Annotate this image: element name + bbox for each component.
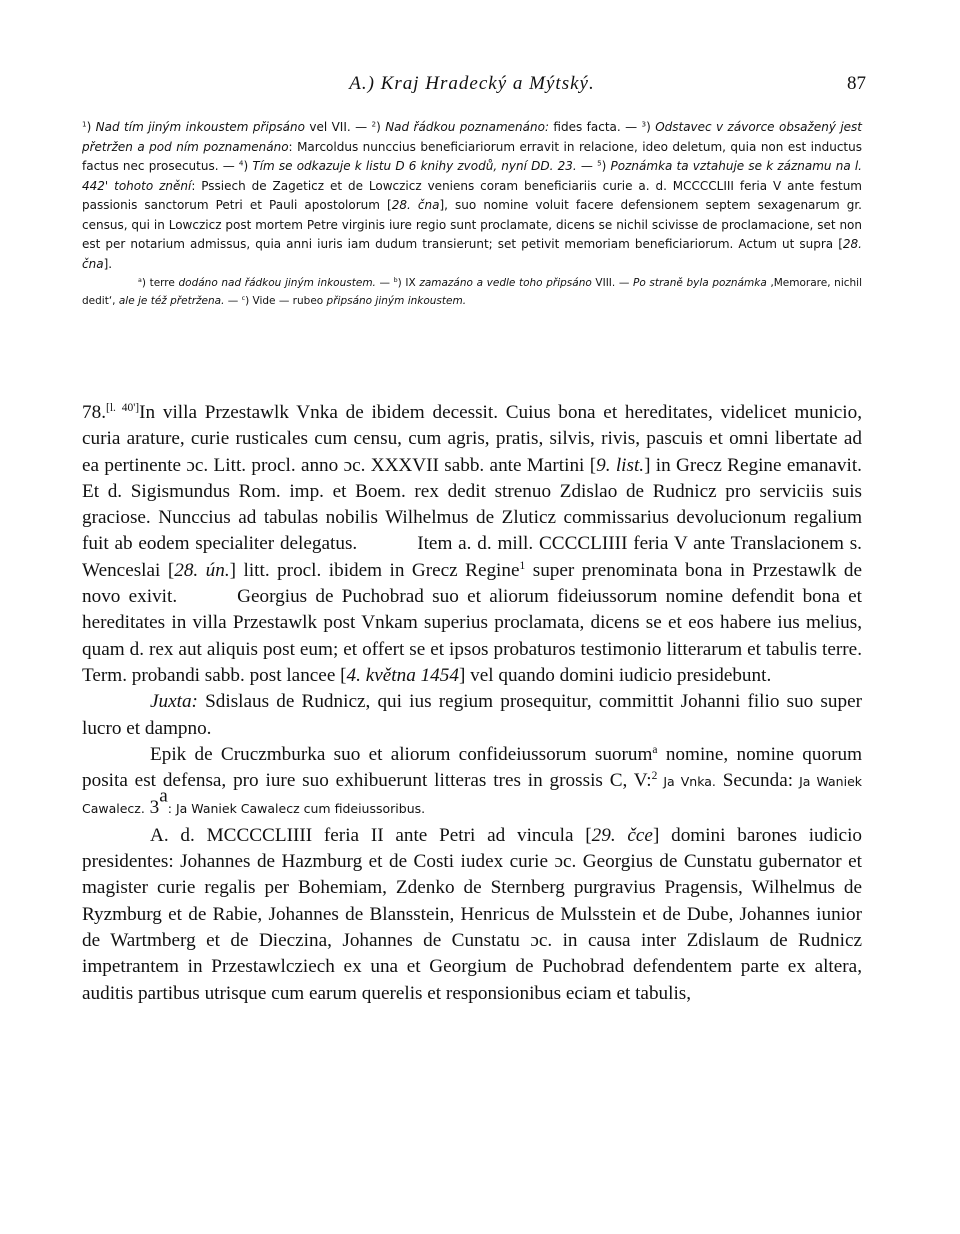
- footnote-date: 28. čna: [82, 237, 862, 271]
- text-run: Ja Waniek Cawalecz.: [82, 774, 862, 817]
- footnote-letters: [82, 274, 862, 310]
- text-run: ] litt. procl. ibidem in Grecz Regine: [229, 559, 520, 581]
- footnote-italic: Nad tím jiným inkoustem připsáno: [95, 120, 305, 134]
- footnote-italic: Tím se odkazuje k listu D 6 knihy zvodů, nyní DD. 23.: [252, 159, 577, 173]
- text-run: Ja Vnka.: [657, 774, 716, 790]
- date-note: 29. čce: [591, 824, 653, 846]
- text-run: ] in Grecz Regine emanavit. Et d. Sigismundus Rom. imp. et Boem. rex dedit strenuo Zdislao de Rudnicz pro serviciis suis graciose. Nunccius ad tabulas nobilis Wilhelmus de Zluticz commissarius devolucionum regalium fuit ab eodem specialiter delegatus.: [82, 454, 862, 555]
- footnote-italic: Poznámka ta vztahuje se k záznamu na l. 442' tohoto znění: [82, 159, 863, 193]
- footnote-text-run: ) Vide — rubeo: [245, 295, 327, 307]
- text-run: : Ja Waniek Cawalecz cum fideiussoribus.: [167, 801, 426, 817]
- epik-paragraph: [82, 742, 862, 823]
- text-run: Sdislaus de Rudnicz, qui ius regium prosequitur, committit Johanni filio suo super lucro et dampno.: [82, 691, 862, 739]
- footnote-text-run: —: [224, 295, 242, 307]
- footnote-text-run: vel VII. —: [304, 120, 372, 134]
- footnote-text-run: : Marcoldus nunccius beneficiariorum erravit in relacione, ideo deletum, quia non est inductus factus nec prosecutus. —: [82, 139, 862, 173]
- header-title: A.) Kraj Hradecký a Mýtský.: [349, 73, 595, 94]
- footnote-date: 28. čna: [391, 198, 440, 212]
- footnote-letter: a: [138, 277, 142, 285]
- footnote-text-run: ].: [103, 256, 113, 271]
- text-run: 3: [144, 797, 160, 819]
- footnote-ref: a: [159, 785, 168, 807]
- footnote-mark: 5: [597, 158, 602, 168]
- page-number: 87: [847, 73, 866, 94]
- footnote-text: $^1$) Nad tím jiným inkoustem připsáno vel VII. — $^2$) Nad řádkou poznamenáno: fides facta. — $^3$) Odstavec v závorce obsažený jest přetržen a pod ním poznamenáno: Marcoldus nunccius beneficiariorum erravit in relacione, ideo deletum, quia non est inductus factus nec prosecutus. — $^4$) Tím se odkazuje k listu D 6 knihy zvodů, nyní DD. 23. — $^5$) Poznámka ta vztahuje se k záznamu na l. 442' tohoto znění: Pssiech de Zageticz et de Lowczicz veniens coram beneficiariis curie a. d. MCCCCLIII feria V ante festum passionis sanctorum Petri et Pauli apostolorum [28. čna], suo nomine voluit facere defensionem septem sexagenarum gr. census, qui in Lowczicz post mortem Petre virginis iure regio sunt proclamate, dicens se nichil scivisse de proclamacione, set non est per notarium admissus, quia anni iuris iam dudum transierunt; set petivit memoriam beneficiariorum. Actum ut supra [28. čna].: [82, 119, 863, 271]
- footnote-text-run: ‚Memorare, nichil dedit‘,: [82, 277, 863, 307]
- text-run: nomine, nomine quorum posita est defensa, pro iure suo exhibuerunt litteras tres in grossis C, V:: [82, 743, 862, 792]
- text-run: Secunda:: [715, 770, 794, 792]
- entry-paragraph: [82, 400, 862, 689]
- footnote-italic: ale je též přetržena.: [118, 295, 225, 307]
- footnote-ref: 2: [651, 770, 658, 783]
- text-run: A. d. MCCCCLIIII feria II ante Petri ad vincula [: [150, 824, 592, 846]
- main-text: [82, 400, 862, 1007]
- footnote-text-run: —: [375, 277, 394, 289]
- footnote-italic: Po straně byla poznámka: [633, 277, 767, 289]
- footnote-italic: Nad řádkou poznamenáno:: [385, 120, 550, 134]
- juxta-label: Juxta:: [150, 691, 198, 713]
- footnote-text-run: ) IX: [397, 277, 420, 289]
- footnote-italic: Odstavec v závorce obsažený jest přetržen a pod ním poznamenáno: [82, 120, 863, 154]
- footnote-italic: zamazáno a vedle toho připsáno: [419, 277, 592, 289]
- footnote-italic: připsáno jiným inkoustem.: [326, 295, 467, 307]
- footnote-mark: 4: [238, 158, 244, 168]
- footnote-letter: c: [241, 295, 246, 303]
- footnote-ref: 1: [519, 559, 526, 572]
- footnote-mark: 2: [371, 119, 377, 129]
- entry-number: 78.: [82, 402, 106, 423]
- footnote-text-run: fides facta. —: [549, 120, 642, 134]
- footnote-text-run: ], suo nomine voluit facere defensionem septem sexagenarum gr. census, qui in Lowczicz post mortem Petre virginis iure regio sunt proclamate, dicens se nichil scivisse de proclamacione, set non est per notarium admissus, quia anni iuris iam dudum transierunt; set petivit memoriam beneficiariorum. Actum ut supra [: [82, 198, 862, 251]
- footnote-text-run: ) terre: [141, 277, 179, 289]
- text-run: In villa Przestawlk Vnka de ibidem decessit. Cuius bona et hereditates, videlicet municio, curia arature, curie rusticales cum censu, cum agris, pratis, silvis, rivis, pascuis et omni libertate ad ea pertinente ɔc. Litt. procl. anno ɔc. XXXVII sabb. ante Martini [: [82, 402, 863, 476]
- date-note: 28. ún.: [174, 559, 230, 581]
- footnote-text-run: : Pssiech de Zageticz et de Lowczicz veniens coram beneficiariis curie a. d. MCCCCLIII feria V ante festum passionis sanctorum Petri et Pauli apostolorum [: [82, 178, 862, 212]
- running-header: [82, 73, 866, 97]
- footnote-mark: 3: [641, 119, 647, 129]
- date-note: 9. list.: [596, 454, 645, 476]
- footnote-ref: a: [652, 743, 658, 756]
- text-run: Georgius de Puchobrad suo et aliorum fideiussorum nomine defendit bona et hereditates in villa Przestawlk post Vnkam superius proclamata, dicens se et eos habere ius melius, quam d. rex aut aliquis post eum; et offert se et ipsos probaturos testimonio litterarum et tabulis terre. Term. probandi sabb. post lancee [: [82, 586, 863, 686]
- footnote-text-run: VIII. —: [591, 277, 633, 289]
- footnote-mark: 1: [82, 119, 87, 129]
- text-run: super prenominata bona in Przestawlk de novo exivit.: [82, 559, 862, 608]
- juxta-paragraph: [82, 689, 862, 742]
- date-note: 4. května 1454: [346, 664, 459, 686]
- text-run: Item a. d. mill. CCCCLIIII feria V ante Translacionem s. Wenceslai [: [82, 533, 862, 581]
- footnotes-block: [82, 118, 862, 310]
- footnote-text-run: —: [576, 159, 598, 173]
- text-run: ] domini barones iudicio presidentes: Johannes de Hazmburg et de Costi iudex curie ɔc. Georgius de Cunstatu gubernator et magister curie regalis per Bohemiam, Zdenko de Sternberg purgravius Pragensis, Wilhelmus de Ryzmburg et de Rabie, Johannes de Blansstein, Henricus de Mulsstein et de Dube, Johannes iunior de Wartmberg et de Dieczina, Johannes de Cunstatu ɔc. in causa inter Zdislaum de Rudnicz impetrantem in Przestawlcziech ex una et Georgium de Puchobrad defendentem parte ex altera, auditis partibus utrisque cum earum querelis et responsionibus eciam et tabulis,: [82, 824, 862, 1004]
- court-paragraph: [82, 823, 862, 1007]
- text-run: Epik de Cruczmburka suo et aliorum confideiussorum suorum: [150, 743, 653, 765]
- footnote-italic: dodáno nad řádkou jiným inkoustem.: [178, 277, 376, 289]
- footnote-letter: b: [393, 277, 398, 285]
- folio-reference: [l. 40']: [105, 402, 140, 415]
- text-run: ] vel quando domini iudicio presidebunt.: [458, 664, 772, 686]
